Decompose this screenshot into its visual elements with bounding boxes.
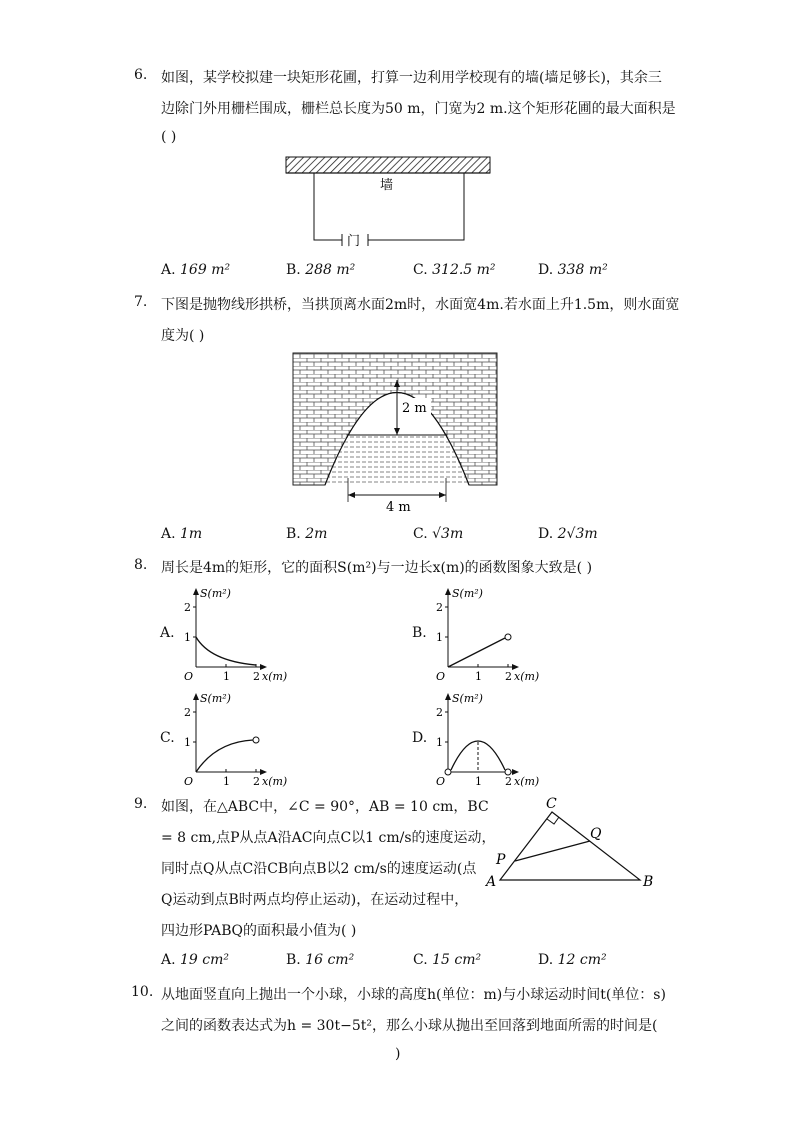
- graph-option-b[interactable]: [412, 585, 552, 685]
- option-letter: D.: [538, 262, 554, 278]
- x-tick-label: 2: [505, 775, 512, 788]
- x-axis-label: x(m): [514, 670, 540, 683]
- x-axis-label: x(m): [514, 775, 540, 788]
- question-text-line: 同时点Q从点C沿CB向点B以2 cm/s的速度运动(点: [161, 861, 477, 877]
- option-letter: C.: [413, 526, 428, 542]
- x-tick-label: 1: [223, 775, 230, 788]
- y-tick-label: 1: [436, 736, 443, 749]
- wall-fence-figure: [284, 155, 494, 250]
- question-text-line: 周长是4m的矩形，它的面积S(m²)与一边长x(m)的函数图象大致是( ): [161, 560, 593, 576]
- question-text-line: 之间的函数表达式为h = 30t−5t²，那么小球从抛出至回落到地面所需的时间是(: [161, 1018, 658, 1034]
- y-axis-label: S(m²): [200, 692, 231, 705]
- y-tick-label: 1: [184, 736, 191, 749]
- water-area: [325, 435, 469, 485]
- question-text-line: = 8 cm,点P从点A沿AC向点C以1 cm/s的速度运动，: [161, 830, 496, 846]
- open-endpoint-right: [505, 769, 511, 775]
- question-text-line: 四边形PABQ的面积最小值为( ): [161, 923, 357, 939]
- question-text-line: ): [395, 1046, 401, 1062]
- option-b[interactable]: 16 cm²: [305, 952, 355, 968]
- question-text-line: 如图，在△ABC中，∠C = 90°，AB = 10 cm，BC: [161, 799, 489, 815]
- graph-option-d[interactable]: [412, 690, 552, 790]
- line-increasing: [448, 638, 505, 667]
- origin-label: O: [184, 775, 194, 788]
- question-number: 7.: [134, 294, 148, 310]
- question-text-line: 边除门外用栅栏围成，栅栏总长度为50 m，门宽为2 m.这个矩形花圃的最大面积是: [161, 101, 676, 117]
- option-c[interactable]: 15 cm²: [432, 952, 482, 968]
- vertex-label-c: C: [546, 796, 557, 812]
- option-d[interactable]: 338 m²: [557, 262, 608, 278]
- x-tick-label: 1: [223, 670, 230, 683]
- question-number: 8.: [134, 557, 148, 573]
- option-letter: B.: [286, 262, 301, 278]
- option-b[interactable]: 2m: [305, 526, 328, 542]
- x-tick-label: 2: [505, 670, 512, 683]
- options-row: [161, 952, 681, 972]
- origin-label: O: [184, 670, 194, 683]
- option-a[interactable]: 1m: [180, 526, 203, 542]
- question-number: 6.: [134, 67, 148, 83]
- origin-label: O: [436, 670, 446, 683]
- options-row: [161, 526, 681, 546]
- y-axis-label: S(m²): [452, 692, 483, 705]
- curve-decreasing: [196, 637, 256, 665]
- vertex-label-a: A: [486, 874, 497, 890]
- open-endpoint: [505, 634, 511, 640]
- curve-concave: [196, 740, 253, 772]
- fence-left: [314, 173, 342, 240]
- x-tick-label: 2: [253, 775, 260, 788]
- open-endpoint: [253, 737, 259, 743]
- question-number: 10.: [131, 984, 154, 1000]
- option-letter: D.: [412, 730, 428, 746]
- option-letter: B.: [286, 526, 301, 542]
- option-letter: B.: [286, 952, 301, 968]
- segment-pq: [515, 841, 590, 861]
- open-endpoint-left: [445, 769, 451, 775]
- option-letter: B.: [412, 625, 427, 641]
- x-axis-label: x(m): [262, 775, 288, 788]
- option-letter: C.: [413, 952, 428, 968]
- question-text-line: ( ): [161, 129, 177, 145]
- vertex-label-b: B: [643, 874, 654, 890]
- graph-option-a[interactable]: [160, 585, 288, 685]
- option-c[interactable]: √3m: [432, 526, 464, 542]
- question-text-line: 如图，某学校拟建一块矩形花圃，打算一边利用学校现有的墙(墙足够长)，其余三: [161, 70, 662, 86]
- option-letter: A.: [161, 262, 176, 278]
- option-letter: A.: [161, 952, 176, 968]
- option-d[interactable]: 2√3m: [557, 526, 598, 542]
- y-tick-label: 2: [184, 601, 191, 614]
- door-label: 门: [347, 234, 361, 249]
- option-c[interactable]: 312.5 m²: [432, 262, 496, 278]
- point-label-q: Q: [590, 826, 602, 842]
- question-text-line: 度为( ): [161, 328, 205, 344]
- height-label: 2 m: [402, 401, 427, 416]
- width-label: 4 m: [386, 500, 411, 515]
- x-tick-label: 1: [475, 670, 482, 683]
- x-tick-label: 2: [253, 670, 260, 683]
- option-letter: D.: [538, 952, 554, 968]
- origin-label: O: [436, 775, 446, 788]
- wall-label: 墙: [380, 178, 394, 193]
- option-a[interactable]: 169 m²: [180, 262, 231, 278]
- y-tick-label: 2: [436, 706, 443, 719]
- question-text-line: Q运动到点B时两点均停止运动)，在运动过程中，: [161, 892, 469, 908]
- y-tick-label: 1: [184, 631, 191, 644]
- x-tick-label: 1: [475, 775, 482, 788]
- curve-parabola: [451, 741, 505, 770]
- y-tick-label: 1: [436, 631, 443, 644]
- question-text-line: 从地面竖直向上抛出一个小球，小球的高度h(单位：m)与小球运动时间t(单位：s): [161, 987, 666, 1003]
- option-b[interactable]: 288 m²: [305, 262, 356, 278]
- point-label-p: P: [496, 852, 506, 868]
- question-number: 9.: [134, 796, 148, 812]
- option-d[interactable]: 12 cm²: [557, 952, 607, 968]
- y-axis-label: S(m²): [200, 587, 231, 600]
- option-letter: A.: [161, 526, 176, 542]
- right-angle-mark: [547, 817, 559, 824]
- option-a[interactable]: 19 cm²: [180, 952, 230, 968]
- graph-option-c[interactable]: [160, 690, 300, 790]
- options-row: [161, 262, 681, 282]
- option-letter: D.: [538, 526, 554, 542]
- question-text-line: 下图是抛物线形拱桥，当拱顶离水面2m时，水面宽4m.若水面上升1.5m，则水面宽: [161, 297, 680, 313]
- y-tick-label: 2: [436, 601, 443, 614]
- wall-hatch: [286, 157, 490, 173]
- option-letter: A.: [160, 625, 175, 641]
- x-axis-label: x(m): [262, 670, 288, 683]
- y-tick-label: 2: [184, 706, 191, 719]
- option-letter: C.: [413, 262, 428, 278]
- option-letter: C.: [160, 730, 175, 746]
- arch-bridge-figure: [290, 350, 502, 515]
- y-axis-label: S(m²): [452, 587, 483, 600]
- triangle-figure: [480, 790, 660, 900]
